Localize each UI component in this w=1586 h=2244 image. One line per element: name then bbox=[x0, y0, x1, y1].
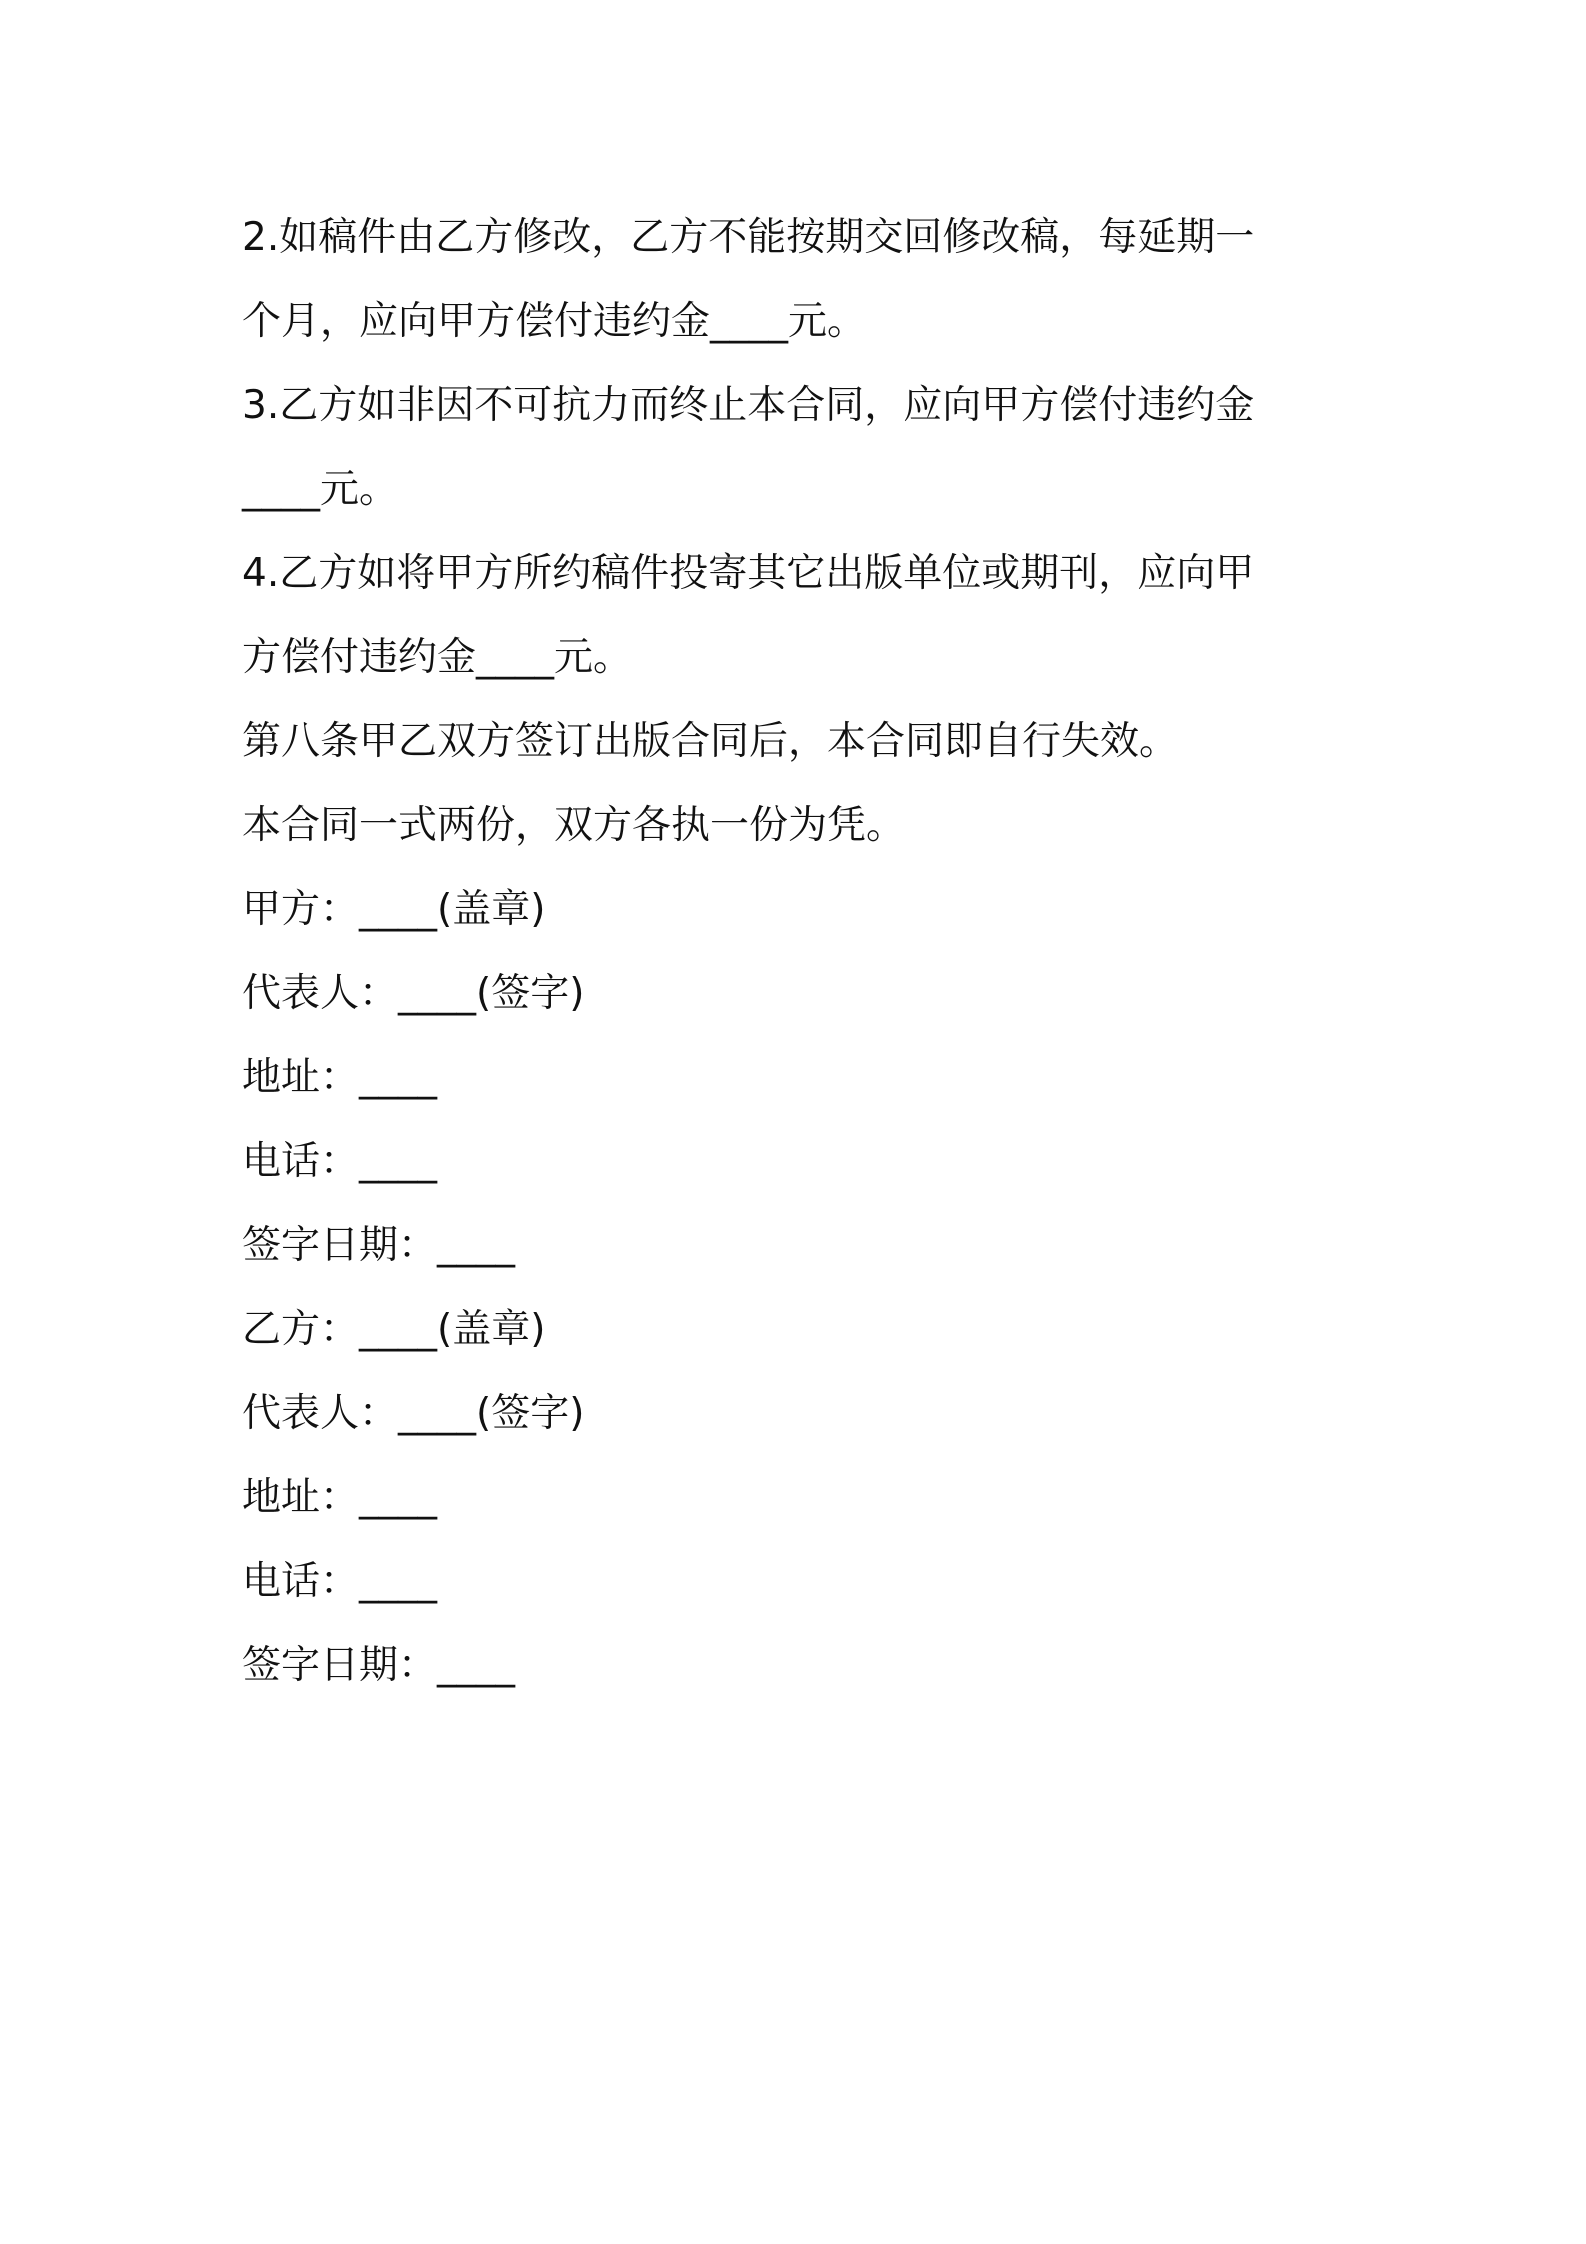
clause-4-line-1: 4.乙方如将甲方所约稿件投寄其它出版单位或期刊，应向甲 bbox=[242, 551, 1255, 596]
party-b-sign-date: 签字日期：____ bbox=[242, 1643, 516, 1688]
clause-2-line-2: 个月，应向甲方偿付违约金____元。 bbox=[242, 299, 867, 344]
article-8: 第八条甲乙双方签订出版合同后，本合同即自行失效。 bbox=[242, 719, 1179, 764]
party-a-seal: 甲方：____(盖章) bbox=[242, 887, 546, 932]
party-b-seal: 乙方：____(盖章) bbox=[242, 1307, 546, 1352]
clause-2-line-1: 2.如稿件由乙方修改，乙方不能按期交回修改稿，每延期一 bbox=[242, 215, 1255, 260]
party-a-phone: 电话：____ bbox=[242, 1139, 438, 1184]
party-a-representative: 代表人：____(签字) bbox=[242, 971, 585, 1016]
party-b-address: 地址：____ bbox=[242, 1475, 438, 1520]
document-body bbox=[242, 196, 1352, 1708]
clause-3-line-2: ____元。 bbox=[242, 467, 399, 512]
party-b-representative: 代表人：____(签字) bbox=[242, 1391, 585, 1436]
clause-4-line-2: 方偿付违约金____元。 bbox=[242, 635, 633, 680]
party-a-sign-date: 签字日期：____ bbox=[242, 1223, 516, 1268]
party-a-address: 地址：____ bbox=[242, 1055, 438, 1100]
party-b-phone: 电话：____ bbox=[242, 1559, 438, 1604]
copies-statement: 本合同一式两份，双方各执一份为凭。 bbox=[242, 803, 906, 848]
clause-3-line-1: 3.乙方如非因不可抗力而终止本合同，应向甲方偿付违约金 bbox=[242, 383, 1255, 428]
